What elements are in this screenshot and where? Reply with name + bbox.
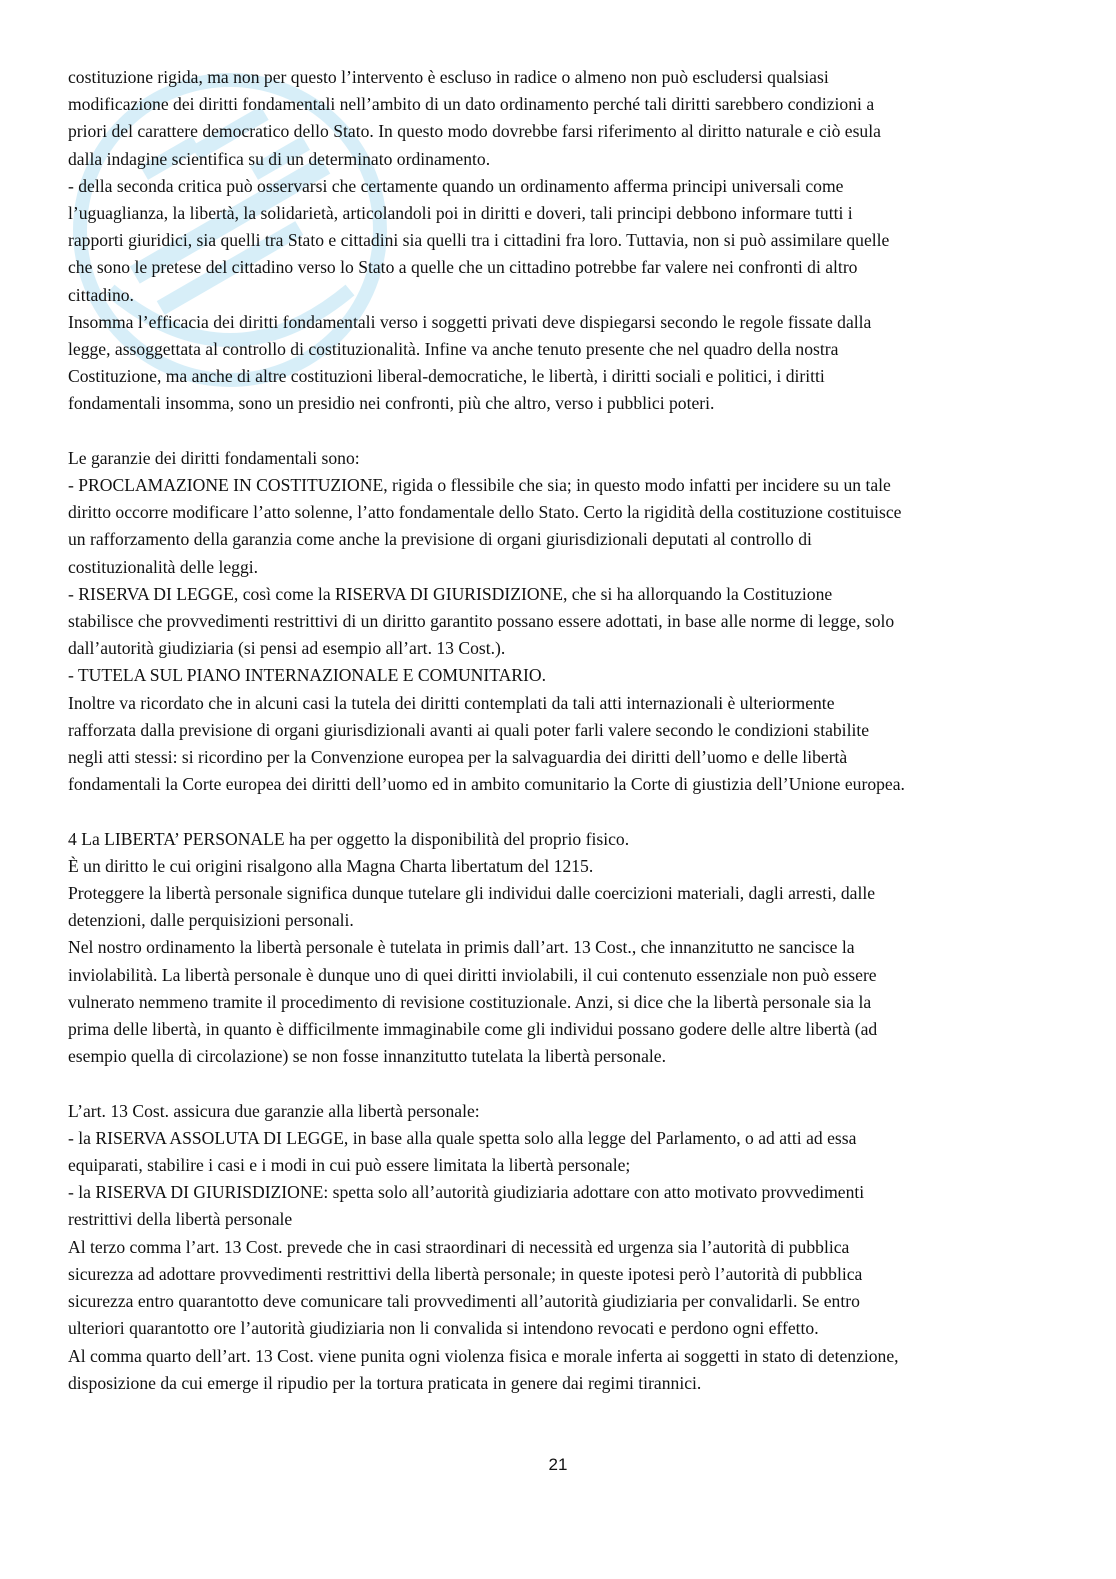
text-line: - la RISERVA ASSOLUTA DI LEGGE, in base alla quale spetta solo alla legge del Parlamento, o ad atti ad essa xyxy=(68,1127,857,1148)
text-line: dalla indagine scientifica su di un determinato ordinamento. xyxy=(68,148,491,169)
text-line: Proteggere la libertà personale significa dunque tutelare gli individui dalle coercizioni materiali, dagli arresti, dalle xyxy=(68,883,876,904)
paragraph-block-3 xyxy=(68,826,1053,1071)
text-line: - TUTELA SUL PIANO INTERNAZIONALE E COMUNITARIO. xyxy=(68,665,546,686)
text-line: costituzione rigida, ma non per questo l’intervento è escluso in radice o almeno non può escludersi qualsiasi xyxy=(68,67,829,87)
text-line: che sono le pretese del cittadino verso lo Stato a quelle che un cittadino potrebbe far valere nei confronti di altro xyxy=(68,257,858,278)
text-line: un rafforzamento della garanzia come anche la previsione di organi giurisdizionali deputati al controllo di xyxy=(68,529,812,550)
text-line: diritto occorre modificare l’atto solenne, l’atto fondamentale dello Stato. Certo la rigidità della costituzione costituisce xyxy=(68,502,902,523)
text-line: legge, assoggettata al controllo di costituzionalità. Infine va anche tenuto presente che nel quadro della nostra xyxy=(68,339,839,360)
text-line: È un diritto le cui origini risalgono alla Magna Charta libertatum del 1215. xyxy=(68,855,594,876)
paragraph-gap xyxy=(68,798,1053,825)
text-line: costituzionalità delle leggi. xyxy=(68,556,259,577)
text-line: restrittivi della libertà personale xyxy=(68,1209,293,1230)
text-line: - PROCLAMAZIONE IN COSTITUZIONE, rigida o flessibile che sia; in questo modo infatti per incidere su un tale xyxy=(68,475,891,496)
text-line: stabilisce che provvedimenti restrittivi di un diritto garantito possano essere adottati, in base alle norme di legge, solo xyxy=(68,611,895,632)
text-line: Al comma quarto dell’art. 13 Cost. viene punita ogni violenza fisica e morale inferta ai soggetti in stato di detenzione, xyxy=(68,1345,899,1366)
text-line: rafforzata dalla previsione di organi giurisdizionali avanti ai quali poter farli valere secondo le condizioni stabilite xyxy=(68,719,870,740)
text-line: Al terzo comma l’art. 13 Cost. prevede che in casi straordinari di necessità ed urgenza sia l’autorità di pubblica xyxy=(68,1236,850,1257)
text-line: Le garanzie dei diritti fondamentali sono: xyxy=(68,447,360,468)
paragraph-block-1 xyxy=(68,64,1053,418)
paragraph-block-2 xyxy=(68,445,1053,799)
text-line: Costituzione, ma anche di altre costituzioni liberal-democratiche, le libertà, i diritti sociali e politici, i diritti xyxy=(68,366,825,387)
text-line: negli atti stessi: si ricordino per la Convenzione europea per la salvaguardia dei diritti dell’uomo e delle libertà xyxy=(68,747,848,768)
text-line: vulnerato nemmeno tramite il procedimento di revisione costituzionale. Anzi, si dice che la libertà personale sia la xyxy=(68,991,872,1012)
text-line: priori del carattere democratico dello Stato. In questo modo dovrebbe farsi riferimento al diritto naturale e ciò esula xyxy=(68,121,881,142)
text-line: - la RISERVA DI GIURISDIZIONE: spetta solo all’autorità giudiziaria adottare con atto motivato provvedimenti xyxy=(68,1182,865,1203)
text-line: cittadino. xyxy=(68,284,134,305)
paragraph-gap xyxy=(68,418,1053,445)
page-number: 21 xyxy=(548,1455,568,1474)
text-line: l’uguaglianza, la libertà, la solidarietà, articolandoli poi in diritti e doveri, tali principi debbono informare tutti i xyxy=(68,203,853,224)
text-line: Nel nostro ordinamento la libertà personale è tutelata in primis dall’art. 13 Cost., che innanzitutto ne sancisce la xyxy=(68,937,855,958)
text-line: - della seconda critica può osservarsi che certamente quando un ordinamento afferma principi universali come xyxy=(68,175,844,196)
text-line: L’art. 13 Cost. assicura due garanzie alla libertà personale: xyxy=(68,1100,480,1121)
text-line: ulteriori quarantotto ore l’autorità giudiziaria non li convalida si intendono revocati e perdono ogni effetto. xyxy=(68,1318,819,1339)
text-line: fondamentali insomma, sono un presidio nei confronti, più che altro, verso i pubblici poteri. xyxy=(68,393,715,414)
text-line: detenzioni, dalle perquisizioni personali. xyxy=(68,910,354,931)
text-line: sicurezza ad adottare provvedimenti restrittivi della libertà personale; in queste ipotesi però l’autorità di pubblica xyxy=(68,1263,863,1284)
text-line: dall’autorità giudiziaria (si pensi ad esempio all’art. 13 Cost.). xyxy=(68,638,506,659)
text-line: inviolabilità. La libertà personale è dunque uno di quei diritti inviolabili, il cui contenuto essenziale non può essere xyxy=(68,964,877,985)
text-line: esempio quella di circolazione) se non fosse innanzitutto tutelata la libertà personale. xyxy=(68,1046,666,1067)
text-line: equiparati, stabilire i casi e i modi in cui può essere limitata la libertà personale; xyxy=(68,1155,631,1176)
text-line: 4 La LIBERTA’ PERSONALE ha per oggetto la disponibilità del proprio fisico. xyxy=(68,828,630,849)
paragraph-gap xyxy=(68,1070,1053,1097)
text-line: sicurezza entro quarantotto deve comunicare tali provvedimenti all’autorità giudiziaria per convalidarli. Se entro xyxy=(68,1291,860,1312)
text-line: modificazione dei diritti fondamentali nell’ambito di un dato ordinamento perché tali diritti sarebbero condizioni a xyxy=(68,94,875,115)
text-line: rapporti giuridici, sia quelli tra Stato e cittadini sia quelli tra i cittadini fra loro. Tuttavia, non si può assimilare quelle xyxy=(68,230,890,251)
text-line: Insomma l’efficacia dei diritti fondamentali verso i soggetti privati deve dispiegarsi secondo le regole fissate dalla xyxy=(68,311,872,332)
paragraph-block-4 xyxy=(68,1098,1053,1397)
document-body xyxy=(68,64,1053,1397)
text-line: - RISERVA DI LEGGE, così come la RISERVA DI GIURISDIZIONE, che si ha allorquando la Costituzione xyxy=(68,583,833,604)
text-line: Inoltre va ricordato che in alcuni casi la tutela dei diritti contemplati da tali atti internazionali è ulteriormente xyxy=(68,692,835,713)
text-line: fondamentali la Corte europea dei diritti dell’uomo ed in ambito comunitario la Corte di giustizia dell’Unione europea. xyxy=(68,774,905,795)
text-line: disposizione da cui emerge il ripudio per la tortura praticata in genere dai regimi tirannici. xyxy=(68,1372,702,1393)
text-line: prima delle libertà, in quanto è difficilmente immaginabile come gli individui possano godere delle altre libertà (ad xyxy=(68,1019,878,1040)
